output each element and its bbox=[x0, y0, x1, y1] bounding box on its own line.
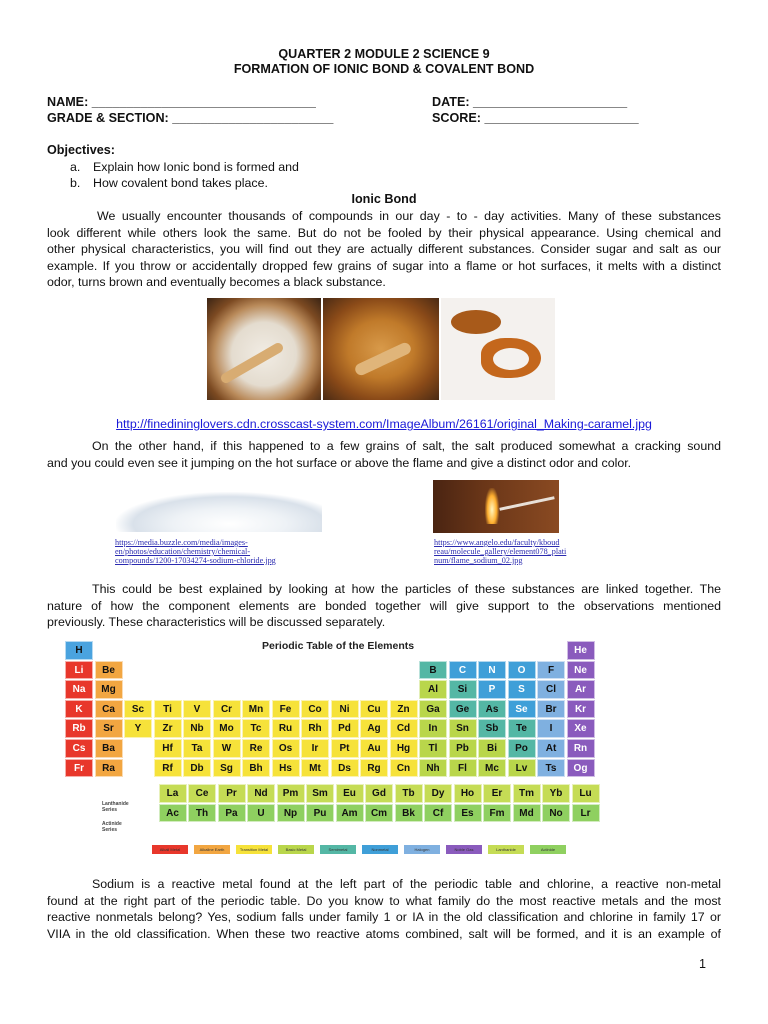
element-ce: Ce bbox=[188, 784, 216, 803]
element-bk: Bk bbox=[395, 804, 423, 823]
element-si: Si bbox=[449, 680, 477, 699]
element-at: At bbox=[537, 739, 565, 758]
date-field[interactable]: DATE: ______________________ bbox=[432, 95, 628, 109]
element-hf: Hf bbox=[154, 739, 182, 758]
element-as: As bbox=[478, 700, 506, 719]
legend-swatch: Actinide bbox=[530, 845, 566, 854]
element-in: In bbox=[419, 719, 447, 738]
element-mg: Mg bbox=[95, 680, 123, 699]
text-line: nature of how the component elements are bonded together will give support to the observations mentioned bbox=[47, 598, 721, 613]
element-zn: Zn bbox=[390, 700, 418, 719]
element-cl: Cl bbox=[537, 680, 565, 699]
element-ca: Ca bbox=[95, 700, 123, 719]
element-nb: Nb bbox=[183, 719, 211, 738]
element-cm: Cm bbox=[365, 804, 393, 823]
periodic-table-title: Periodic Table of the Elements bbox=[262, 640, 415, 652]
element-rf: Rf bbox=[154, 759, 182, 778]
element-np: Np bbox=[277, 804, 305, 823]
legend-swatch: Halogen bbox=[404, 845, 440, 854]
element-sc: Sc bbox=[124, 700, 152, 719]
element-no: No bbox=[542, 804, 570, 823]
element-be: Be bbox=[95, 661, 123, 680]
paragraph-intro bbox=[47, 208, 721, 291]
caramel-spoon-photo bbox=[441, 298, 555, 400]
text-line: VIIA in the old classification. When these two reactive atoms combined, salt will be formed, and it is an example of bbox=[47, 926, 721, 941]
element-th: Th bbox=[188, 804, 216, 823]
text-line: On the other hand, if this happened to a few grains of salt, the salt produced somewhat a cracking sound bbox=[92, 439, 721, 453]
element-sg: Sg bbox=[213, 759, 241, 778]
element-ir: Ir bbox=[301, 739, 329, 758]
salt-pile-photo bbox=[110, 478, 332, 534]
melting-sugar-photo bbox=[323, 298, 439, 400]
element-h: H bbox=[65, 641, 93, 660]
element-se: Se bbox=[508, 700, 536, 719]
element-mt: Mt bbox=[301, 759, 329, 778]
element-au: Au bbox=[360, 739, 388, 758]
link-line[interactable]: reau/molecule_gallery/element078_plati bbox=[434, 547, 567, 556]
element-bh: Bh bbox=[242, 759, 270, 778]
element-fl: Fl bbox=[449, 759, 477, 778]
sugar-pan-photo bbox=[207, 298, 321, 400]
salt-image-link[interactable] bbox=[115, 538, 345, 565]
element-lv: Lv bbox=[508, 759, 536, 778]
element-ac: Ac bbox=[159, 804, 187, 823]
link-line[interactable]: num/flame_sodium_02.jpg bbox=[434, 556, 523, 565]
element-la: La bbox=[159, 784, 187, 803]
legend-swatch: Alkali Metal bbox=[152, 845, 188, 854]
objectives-heading: Objectives: bbox=[47, 143, 115, 157]
legend-swatch: Transition Metal bbox=[236, 845, 272, 854]
element-fr: Fr bbox=[65, 759, 93, 778]
element-pm: Pm bbox=[277, 784, 305, 803]
element-kr: Kr bbox=[567, 700, 595, 719]
element-co: Co bbox=[301, 700, 329, 719]
sodium-flame-photo bbox=[433, 480, 559, 533]
element-ho: Ho bbox=[454, 784, 482, 803]
element-fe: Fe bbox=[272, 700, 300, 719]
element-nd: Nd bbox=[247, 784, 275, 803]
legend-swatch: Alkaline Earth bbox=[194, 845, 230, 854]
text-line: other physical characteristics, you will find out they are actually different substances. Consider sugar and salt as our bbox=[47, 242, 721, 256]
element-ge: Ge bbox=[449, 700, 477, 719]
element-er: Er bbox=[483, 784, 511, 803]
element-po: Po bbox=[508, 739, 536, 758]
text-line: We usually encounter thousands of compounds in our day - to - day activities. Many of these substances bbox=[97, 209, 721, 223]
element-ni: Ni bbox=[331, 700, 359, 719]
link-line[interactable]: en/photos/education/chemistry/chemical- bbox=[115, 547, 251, 556]
element-v: V bbox=[183, 700, 211, 719]
element-w: W bbox=[213, 739, 241, 758]
element-ru: Ru bbox=[272, 719, 300, 738]
element-pb: Pb bbox=[449, 739, 477, 758]
element-lu: Lu bbox=[572, 784, 600, 803]
element-al: Al bbox=[419, 680, 447, 699]
element-mc: Mc bbox=[478, 759, 506, 778]
element-am: Am bbox=[336, 804, 364, 823]
element-es: Es bbox=[454, 804, 482, 823]
element-li: Li bbox=[65, 661, 93, 680]
text-line: This could be best explained by looking at how the particles of these substances are linked together. The bbox=[92, 582, 721, 596]
element-f: F bbox=[537, 661, 565, 680]
objective-item: Explain how Ionic bond is formed and bbox=[93, 160, 299, 174]
element-b: B bbox=[419, 661, 447, 680]
paragraph-salt bbox=[47, 438, 721, 471]
paragraph-bonding bbox=[47, 581, 721, 631]
element-fm: Fm bbox=[483, 804, 511, 823]
element-rb: Rb bbox=[65, 719, 93, 738]
element-cu: Cu bbox=[360, 700, 388, 719]
element-na: Na bbox=[65, 680, 93, 699]
grade-section-field[interactable]: GRADE & SECTION: _______________________ bbox=[47, 111, 334, 125]
element-k: K bbox=[65, 700, 93, 719]
element-pr: Pr bbox=[218, 784, 246, 803]
element-sn: Sn bbox=[449, 719, 477, 738]
element-bi: Bi bbox=[478, 739, 506, 758]
element-s: S bbox=[508, 680, 536, 699]
element-xe: Xe bbox=[567, 719, 595, 738]
page-number: 1 bbox=[698, 957, 706, 971]
element-zr: Zr bbox=[154, 719, 182, 738]
element-n: N bbox=[478, 661, 506, 680]
link-line[interactable]: https://www.angelo.edu/faculty/kboud bbox=[434, 538, 560, 547]
element-cr: Cr bbox=[213, 700, 241, 719]
element-ds: Ds bbox=[331, 759, 359, 778]
text-line: and you could even see it jumping on the hot surface or above the flame and give a distinct odor and color. bbox=[47, 455, 632, 470]
element-nh: Nh bbox=[419, 759, 447, 778]
text-line: example. If you throw or accidentally dropped few grains of sugar into a flame or hot surfaces, it melts with a distinct bbox=[47, 258, 721, 273]
element-ne: Ne bbox=[567, 661, 595, 680]
element-rg: Rg bbox=[360, 759, 388, 778]
element-sr: Sr bbox=[95, 719, 123, 738]
element-tm: Tm bbox=[513, 784, 541, 803]
element-br: Br bbox=[537, 700, 565, 719]
element-tc: Tc bbox=[242, 719, 270, 738]
objective-marker: b. bbox=[70, 176, 81, 190]
element-lr: Lr bbox=[572, 804, 600, 823]
element-y: Y bbox=[124, 719, 152, 738]
element-ta: Ta bbox=[183, 739, 211, 758]
element-u: U bbox=[247, 804, 275, 823]
element-pt: Pt bbox=[331, 739, 359, 758]
element-i: I bbox=[537, 719, 565, 738]
legend-swatch: Lanthanide bbox=[488, 845, 524, 854]
legend-swatch: Nonmetal bbox=[362, 845, 398, 854]
element-eu: Eu bbox=[336, 784, 364, 803]
element-cf: Cf bbox=[424, 804, 452, 823]
legend-swatch: Noble Gas bbox=[446, 845, 482, 854]
lesson-title: FORMATION OF IONIC BOND & COVALENT BOND bbox=[233, 62, 535, 76]
element-hs: Hs bbox=[272, 759, 300, 778]
text-line: look different while others look the same. But do not be fooled by their physical appearance. Using chemical and bbox=[47, 225, 721, 240]
element-ag: Ag bbox=[360, 719, 388, 738]
element-db: Db bbox=[183, 759, 211, 778]
element-te: Te bbox=[508, 719, 536, 738]
element-ra: Ra bbox=[95, 759, 123, 778]
element-os: Os bbox=[272, 739, 300, 758]
element-pd: Pd bbox=[331, 719, 359, 738]
element-mo: Mo bbox=[213, 719, 241, 738]
element-pu: Pu bbox=[306, 804, 334, 823]
text-line: previously. These characteristics will be discussed separately. bbox=[47, 615, 386, 629]
element-sb: Sb bbox=[478, 719, 506, 738]
element-ar: Ar bbox=[567, 680, 595, 699]
element-rh: Rh bbox=[301, 719, 329, 738]
element-pa: Pa bbox=[218, 804, 246, 823]
element-gd: Gd bbox=[365, 784, 393, 803]
text-line: found at the right part of the periodic table. Do you know to what family do the most reactive metals and the most bbox=[47, 893, 721, 908]
legend-swatch: Basic Metal bbox=[278, 845, 314, 854]
module-title: QUARTER 2 MODULE 2 SCIENCE 9 bbox=[278, 47, 490, 61]
score-field[interactable]: SCORE: ______________________ bbox=[432, 111, 639, 125]
element-ts: Ts bbox=[537, 759, 565, 778]
objective-marker: a. bbox=[70, 160, 81, 174]
element-ti: Ti bbox=[154, 700, 182, 719]
element-rn: Rn bbox=[567, 739, 595, 758]
element-c: C bbox=[449, 661, 477, 680]
element-cs: Cs bbox=[65, 739, 93, 758]
element-tl: Tl bbox=[419, 739, 447, 758]
element-dy: Dy bbox=[424, 784, 452, 803]
objective-item: How covalent bond takes place. bbox=[93, 176, 268, 190]
element-o: O bbox=[508, 661, 536, 680]
text-line: reactive nonmetals belong? Yes, sodium falls under family 1 or IA in the old classification and chlorine in family 17 or bbox=[47, 910, 721, 924]
legend-swatch: Semimetal bbox=[320, 845, 356, 854]
element-hg: Hg bbox=[390, 739, 418, 758]
element-cd: Cd bbox=[390, 719, 418, 738]
element-ga: Ga bbox=[419, 700, 447, 719]
actinide-series-label: Actinide Series bbox=[102, 821, 122, 833]
link-line[interactable]: compounds/1200-17034274-sodium-chloride.jpg bbox=[115, 556, 276, 565]
flame-image-link[interactable] bbox=[434, 538, 634, 565]
paragraph-sodium-chlorine bbox=[47, 876, 721, 942]
element-tb: Tb bbox=[395, 784, 423, 803]
element-re: Re bbox=[242, 739, 270, 758]
element-cn: Cn bbox=[390, 759, 418, 778]
caramel-image-link[interactable]: http://finediningl​overs.cdn.crosscast-system.com/ImageAlbum/26161/original_Making-caramel.jpg bbox=[116, 417, 652, 431]
element-ba: Ba bbox=[95, 739, 123, 758]
element-og: Og bbox=[567, 759, 595, 778]
ionic-bond-heading: Ionic Bond bbox=[351, 192, 417, 206]
periodic-table-figure bbox=[62, 631, 660, 859]
element-yb: Yb bbox=[542, 784, 570, 803]
element-md: Md bbox=[513, 804, 541, 823]
element-mn: Mn bbox=[242, 700, 270, 719]
element-he: He bbox=[567, 641, 595, 660]
lanthanide-series-label: Lanthanide Series bbox=[102, 801, 129, 813]
text-line: odor, turns brown and eventually becomes a black substance. bbox=[47, 275, 386, 289]
element-p: P bbox=[478, 680, 506, 699]
link-line[interactable]: https://media.buzzle.com/media/images- bbox=[115, 538, 248, 547]
name-field[interactable]: NAME: ________________________________ bbox=[47, 95, 316, 109]
text-line: Sodium is a reactive metal found at the left part of the periodic table and chlorine, a reactive non-metal bbox=[92, 877, 721, 891]
element-sm: Sm bbox=[306, 784, 334, 803]
